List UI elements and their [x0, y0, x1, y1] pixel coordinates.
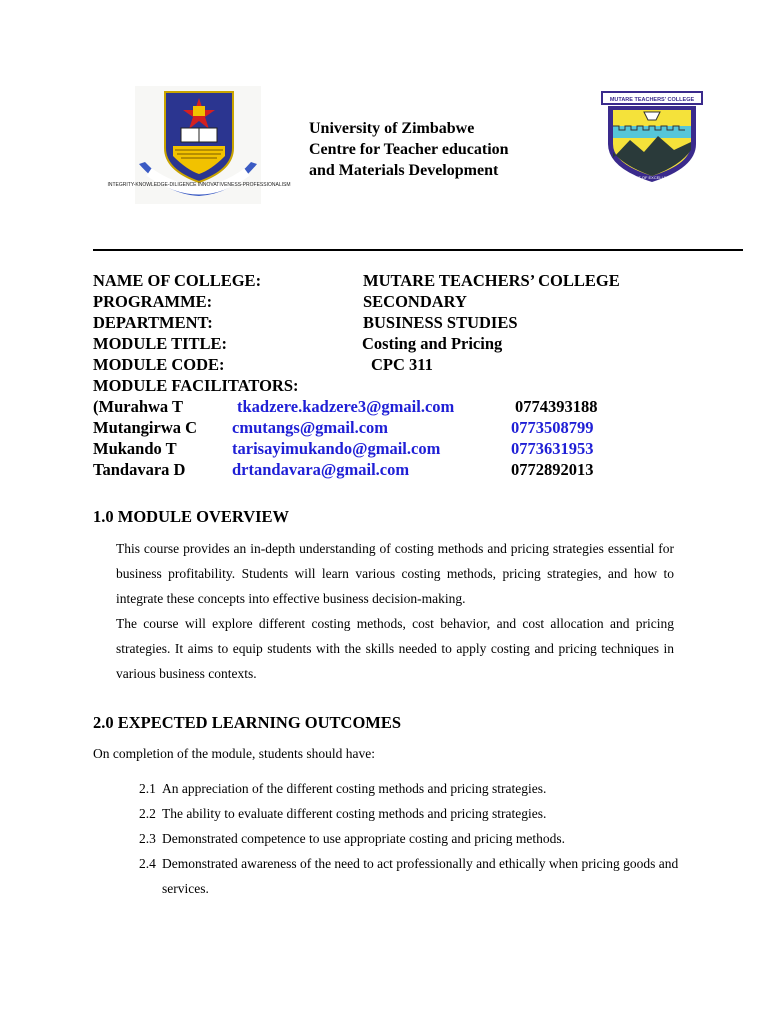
facilitator-name: Mutangirwa C [93, 418, 198, 437]
mutare-teachers-college-logo [600, 86, 704, 186]
facilitator-row [93, 459, 753, 480]
facilitator-row [93, 438, 753, 459]
college-value: MUTARE TEACHERS’ COLLEGE [363, 271, 620, 290]
module-title-row [93, 333, 753, 354]
module-code-value: CPC 311 [371, 355, 433, 374]
header-line-1: University of Zimbabwe [309, 120, 475, 137]
outcome-number: 2.1 [139, 781, 156, 796]
learning-outcomes-intro: On completion of the module, students should have: [93, 746, 375, 761]
facilitator-email-link[interactable]: tarisayimukando@gmail.com [232, 439, 441, 458]
module-code-label: MODULE CODE: [93, 355, 225, 374]
outcome-text: An appreciation of the different costing methods and pricing strategies. [162, 781, 547, 796]
outcome-text: Demonstrated competence to use appropriate costing and pricing methods. [162, 831, 566, 846]
facilitator-email-link[interactable]: cmutangs@gmail.com [232, 418, 389, 437]
header-divider [93, 249, 743, 251]
overview-paragraph-1: This course provides an in-depth understanding of costing methods and pricing strategies essential for business profitability. Students will learn various costing methods, pricing strategies, and how to integrate these concepts into effective business decision-making. [116, 541, 674, 606]
college-label: NAME OF COLLEGE: [93, 271, 262, 290]
programme-value: SECONDARY [363, 292, 467, 311]
learning-outcomes-heading: 2.0 EXPECTED LEARNING OUTCOMES [93, 713, 402, 732]
outcome-number: 2.3 [139, 831, 156, 846]
university-of-zimbabwe-logo [107, 86, 291, 204]
svg-text:LIGHT OF EXCELLENCE: LIGHT OF EXCELLENCE [629, 175, 675, 180]
facilitator-row [93, 417, 753, 438]
facilitator-email-link[interactable]: tkadzere.kadzere3@gmail.com [237, 397, 455, 416]
svg-text:INTEGRITY-KNOWLEDGE-DILIGENCE: INTEGRITY-KNOWLEDGE-DILIGENCE INNOVATIVENESS-PROFESSIONALISM [107, 182, 291, 188]
outcome-number: 2.4 [139, 856, 156, 871]
module-title-label: MODULE TITLE: [93, 334, 228, 353]
programme-label: PROGRAMME: [93, 292, 213, 311]
facilitator-name: Tandavara D [93, 460, 186, 479]
module-overview-heading: 1.0 MODULE OVERVIEW [93, 507, 290, 526]
facilitator-name: (Murahwa T [93, 397, 183, 416]
module-overview-text [116, 536, 674, 686]
outcome-number: 2.2 [139, 806, 156, 821]
facilitator-phone: 0772892013 [511, 460, 594, 479]
facilitator-row [93, 396, 753, 417]
department-row [93, 312, 753, 333]
facilitator-phone: 0774393188 [515, 397, 598, 416]
module-title-value: Costing and Pricing [362, 334, 503, 353]
programme-row [93, 291, 753, 312]
facilitators-label: MODULE FACILITATORS: [93, 376, 299, 395]
outcome-item [139, 776, 679, 801]
header-line-2: Centre for Teacher education [309, 141, 509, 158]
department-label: DEPARTMENT: [93, 313, 213, 332]
outcome-item [139, 826, 679, 851]
module-info [93, 270, 753, 480]
outcome-item [139, 851, 679, 901]
institution-header [309, 118, 509, 181]
module-code-row [93, 354, 753, 375]
header-line-3: and Materials Development [309, 162, 499, 179]
facilitator-name: Mukando T [93, 439, 177, 458]
outcome-text: Demonstrated awareness of the need to act professionally and ethically when pricing goods and services. [162, 856, 679, 896]
college-row [93, 270, 753, 291]
learning-outcomes-list [139, 776, 679, 901]
facilitator-phone-link[interactable]: 0773508799 [511, 418, 594, 437]
svg-text:MUTARE TEACHERS' COLLEGE: MUTARE TEACHERS' COLLEGE [609, 97, 695, 103]
outcome-text: The ability to evaluate different costing methods and pricing strategies. [162, 806, 547, 821]
overview-paragraph-2: The course will explore different costing methods, cost behavior, and cost allocation and pricing strategies. It aims to equip students with the skills needed to apply costing and pricing techniques in various business contexts. [116, 616, 674, 681]
facilitators-row [93, 375, 753, 396]
facilitator-email-link[interactable]: drtandavara@gmail.com [232, 460, 410, 479]
outcome-item [139, 801, 679, 826]
department-value: BUSINESS STUDIES [363, 313, 518, 332]
facilitator-phone-link[interactable]: 0773631953 [511, 439, 594, 458]
